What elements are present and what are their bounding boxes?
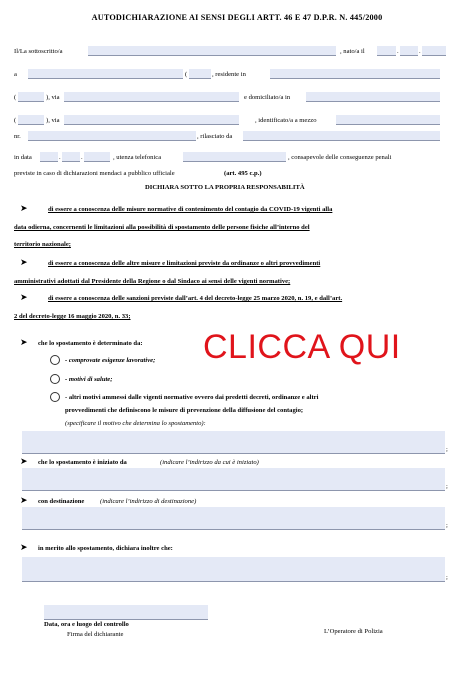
- utenza-label: , utenza telefonica: [113, 154, 162, 161]
- iniziato-label: che lo spostamento è iniziato da: [38, 459, 127, 466]
- name-field[interactable]: [88, 46, 336, 56]
- play-arrow-icon: ➤: [20, 204, 28, 214]
- doc-year-field[interactable]: [84, 152, 110, 162]
- radio-salute[interactable]: [50, 374, 60, 384]
- page-title: AUTODICHIARAZIONE AI SENSI DEGLI ARTT. 46 E 47 D.P.R. N. 445/2000: [91, 13, 383, 22]
- motivo-field[interactable]: [22, 431, 445, 454]
- option-lavoro: - comprovate esigenze lavorative;: [65, 357, 156, 364]
- play-arrow-icon: ➤: [20, 457, 28, 467]
- birth-day-field[interactable]: [377, 46, 396, 56]
- birth-province-field[interactable]: [189, 69, 211, 79]
- via2-label: ), via: [46, 117, 60, 124]
- residenza-province-field[interactable]: [18, 92, 44, 102]
- p1-line2: data odierna, concernenti le limitazioni alla possibilità di spostamento delle persone fisiche all’interno del: [14, 224, 310, 231]
- identificato-label: , identificato/a a mezzo: [255, 117, 317, 124]
- destinazione-hint: (indicare l’indirizzo di destinazione): [100, 498, 197, 505]
- merito-field[interactable]: [22, 557, 445, 582]
- residente-label: , residente in: [212, 71, 246, 78]
- option-salute: - motivi di salute;: [65, 376, 113, 383]
- via-label: ), via: [46, 94, 60, 101]
- doc-day-field[interactable]: [40, 152, 58, 162]
- domicilio-field[interactable]: [306, 92, 440, 102]
- destinazione-label: con destinazione: [38, 498, 85, 505]
- play-arrow-icon: ➤: [20, 293, 28, 303]
- birth-place-field[interactable]: [28, 69, 183, 79]
- residenza-via-field[interactable]: [64, 92, 239, 102]
- consapevole-label: , consapevole delle conseguenze penali: [288, 154, 392, 161]
- domicilio-via-field[interactable]: [64, 115, 239, 125]
- p2-line1: di essere a conoscenza delle altre misure e limitazioni previste da ordinanze o altri provvedimenti: [48, 260, 321, 267]
- play-arrow-icon: ➤: [20, 496, 28, 506]
- nato-label: , nato/a il: [340, 48, 365, 55]
- p1-line1: di essere a conoscenza delle misure normative di contenimento del contagio da COVID-19 vigenti alla: [48, 206, 333, 213]
- p3-line2: 2 del decreto-legge 16 maggio 2020, n. 33;: [14, 313, 131, 320]
- data-ora-luogo-field[interactable]: [44, 605, 208, 620]
- rilasciato-label: , rilasciato da: [197, 133, 233, 140]
- option-altri-line2: provvedimenti che definiscono le misure di prevenzione della diffusione del contagio;: [65, 407, 304, 414]
- play-arrow-icon: ➤: [20, 258, 28, 268]
- dichiara-heading: DICHIARA SOTTO LA PROPRIA RESPONSABILITÀ: [145, 184, 305, 191]
- option-altri: - altri motivi ammessi dalle vigenti normative ovvero dai predetti decreti, ordinanze e altri: [65, 394, 319, 401]
- in-data-label: in data: [14, 154, 32, 161]
- iniziato-hint: (indicare l’indirizzo da cui è iniziato): [160, 459, 259, 466]
- play-arrow-icon: ➤: [20, 543, 28, 553]
- residenza-field[interactable]: [270, 69, 440, 79]
- birth-month-field[interactable]: [400, 46, 418, 56]
- sottoscritto-label: Il/La sottoscritto/a: [14, 48, 63, 55]
- p2-line2: amministrativi adottati dal Presidente della Regione o dal Sindaco ai sensi delle vigenti normative;: [14, 278, 291, 285]
- rilasciato-field[interactable]: [243, 131, 440, 141]
- p3-line1: di essere a conoscenza delle sanzioni previste dall’art. 4 del decreto-legge 25 marzo 2020, n. 19, e dall’art.: [48, 295, 343, 302]
- operatore-label: L’Operatore di Polizia: [324, 628, 383, 635]
- option-altri-line3: (specificare il motivo che determina lo spostamento):: [65, 420, 206, 427]
- doc-month-field[interactable]: [62, 152, 80, 162]
- firma-label: Firma del dichiarante: [67, 631, 124, 638]
- birth-year-field[interactable]: [422, 46, 446, 56]
- a-label: a: [14, 71, 17, 78]
- domicilio-label: e domiciliato/a in: [244, 94, 291, 101]
- previste-text: previste in caso di dichiarazioni mendaci a pubblico ufficiale: [14, 170, 175, 177]
- telefono-field[interactable]: [183, 152, 286, 162]
- art-495-text: (art. 495 c.p.): [224, 170, 262, 177]
- nr-label: nr.: [14, 133, 21, 140]
- domicilio-province-field[interactable]: [18, 115, 44, 125]
- radio-lavoro[interactable]: [50, 355, 60, 365]
- play-arrow-icon: ➤: [20, 338, 28, 348]
- documento-field[interactable]: [336, 115, 440, 125]
- merito-label: in merito allo spostamento, dichiara inoltre che:: [38, 545, 173, 552]
- spostamento-label: che lo spostamento è determinato da:: [38, 340, 143, 347]
- clicca-qui-link[interactable]: CLICCA QUI: [203, 328, 401, 366]
- numero-documento-field[interactable]: [28, 131, 196, 141]
- p1-line3: territorio nazionale;: [14, 241, 71, 248]
- data-ora-label: Data, ora e luogo del controllo: [44, 621, 129, 628]
- radio-altri[interactable]: [50, 392, 60, 402]
- iniziato-field[interactable]: [22, 468, 445, 491]
- destinazione-field[interactable]: [22, 507, 445, 530]
